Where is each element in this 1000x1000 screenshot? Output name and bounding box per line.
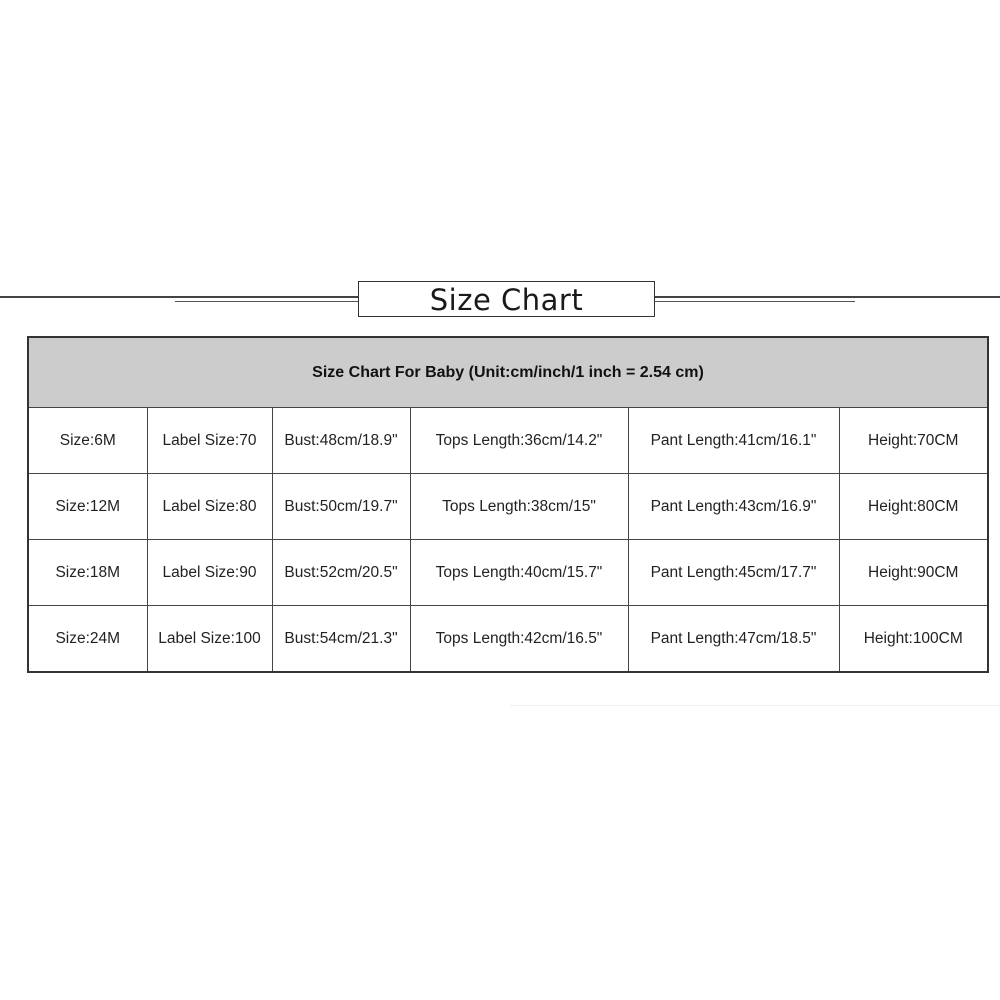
bust-cell: Bust:54cm/21.3" xyxy=(272,606,410,673)
table-row xyxy=(28,606,988,673)
tops-length-cell: Tops Length:36cm/14.2" xyxy=(410,408,628,474)
tops-length-cell: Tops Length:38cm/15" xyxy=(410,474,628,540)
size-cell: Size:18M xyxy=(28,540,147,606)
bust-cell: Bust:52cm/20.5" xyxy=(272,540,410,606)
tops-length-cell: Tops Length:40cm/15.7" xyxy=(410,540,628,606)
label-size-cell: Label Size:80 xyxy=(147,474,272,540)
table-row xyxy=(28,408,988,474)
size-cell: Size:24M xyxy=(28,606,147,673)
height-cell: Height:80CM xyxy=(839,474,988,540)
bust-cell: Bust:50cm/19.7" xyxy=(272,474,410,540)
pant-length-cell: Pant Length:41cm/16.1" xyxy=(628,408,839,474)
page-heading: Size Chart xyxy=(429,282,584,317)
bust-cell: Bust:48cm/18.9" xyxy=(272,408,410,474)
height-cell: Height:70CM xyxy=(839,408,988,474)
decorative-divider xyxy=(510,705,1000,706)
table-row xyxy=(28,474,988,540)
pant-length-cell: Pant Length:43cm/16.9" xyxy=(628,474,839,540)
height-cell: Height:90CM xyxy=(839,540,988,606)
size-chart-table xyxy=(27,336,989,673)
label-size-cell: Label Size:70 xyxy=(147,408,272,474)
tops-length-cell: Tops Length:42cm/16.5" xyxy=(410,606,628,673)
pant-length-cell: Pant Length:45cm/17.7" xyxy=(628,540,839,606)
page-heading-box xyxy=(358,281,655,317)
table-row xyxy=(28,540,988,606)
size-cell: Size:12M xyxy=(28,474,147,540)
label-size-cell: Label Size:90 xyxy=(147,540,272,606)
height-cell: Height:100CM xyxy=(839,606,988,673)
caption-row xyxy=(28,337,988,408)
pant-length-cell: Pant Length:47cm/18.5" xyxy=(628,606,839,673)
size-cell: Size:6M xyxy=(28,408,147,474)
label-size-cell: Label Size:100 xyxy=(147,606,272,673)
table-caption: Size Chart For Baby (Unit:cm/inch/1 inch = 2.54 cm) xyxy=(28,337,988,408)
